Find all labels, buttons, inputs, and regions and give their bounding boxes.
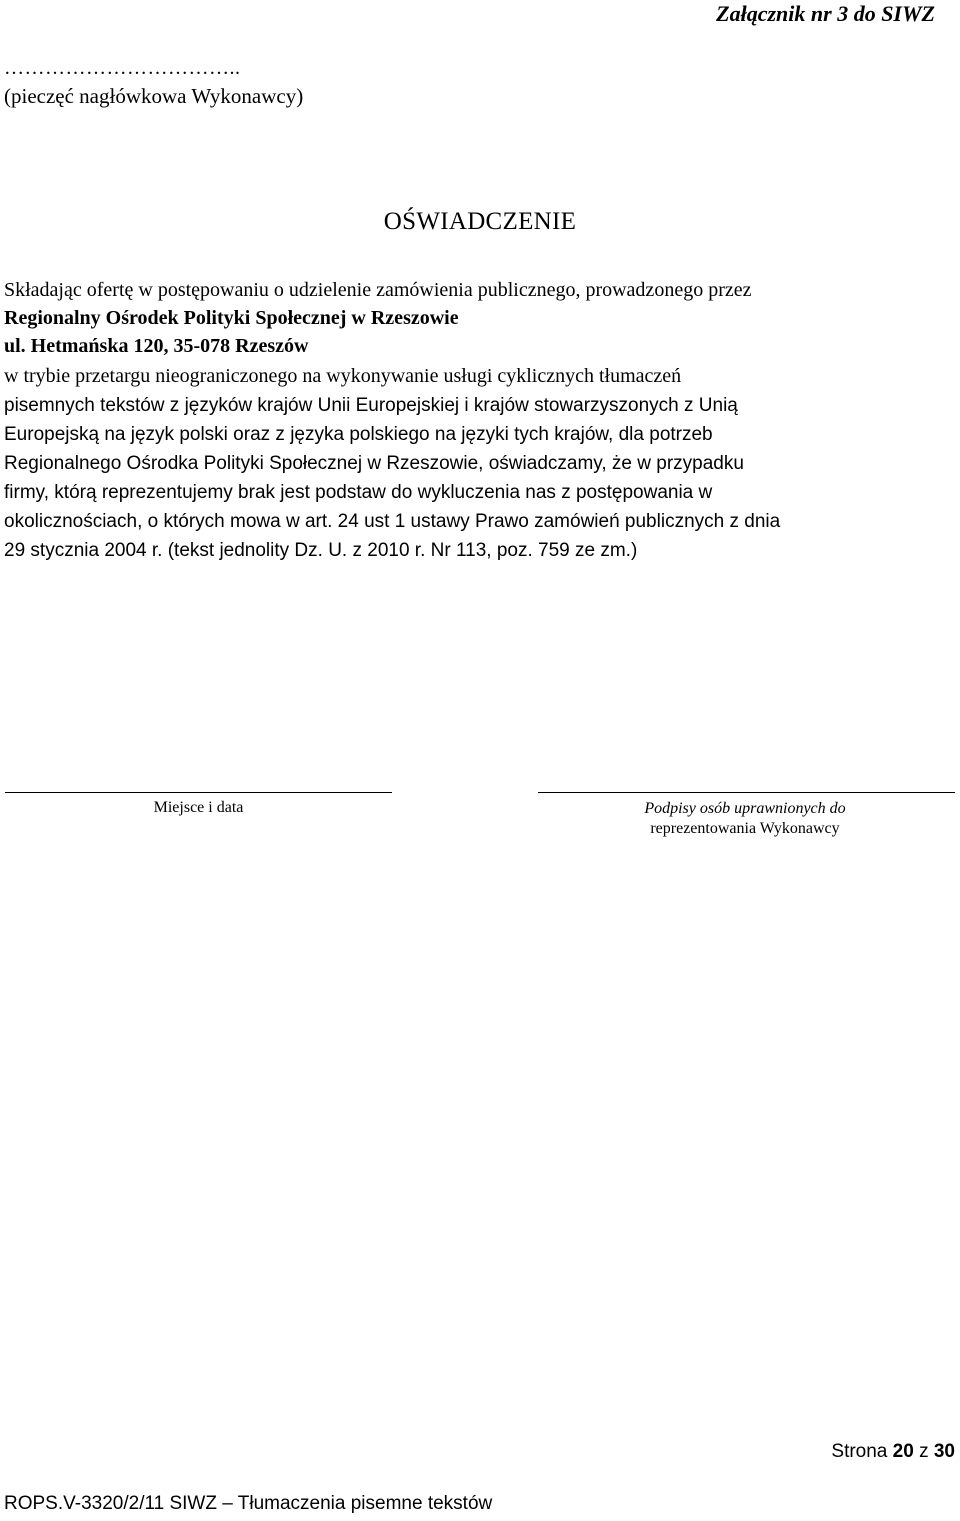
signature-line-place-date xyxy=(5,792,392,793)
page-separator: z xyxy=(919,1441,929,1462)
signature-line-authorized xyxy=(538,792,955,793)
stamp-placeholder-dots: …………………………….. xyxy=(4,57,241,79)
page-current: 20 xyxy=(892,1441,914,1462)
body-line: okolicznościach, o których mowa w art. 24 ust 1 ustawy Prawo zamówień publicznych z dnia xyxy=(4,511,781,532)
body-line: Regionalnego Ośrodka Polityki Społecznej w Rzeszowie, oświadczamy, że w przypadku xyxy=(4,453,744,474)
body-line: firmy, którą reprezentujemy brak jest podstaw do wykluczenia nas z postępowania w xyxy=(4,482,713,503)
place-date-label: Miejsce i data xyxy=(153,799,244,816)
footer-reference: ROPS.V-3320/2/11 SIWZ – Tłumaczenia pisemne tekstów xyxy=(4,1493,493,1514)
page-prefix: Strona xyxy=(831,1441,888,1462)
body-line: Składając ofertę w postępowaniu o udzielenie zamówienia publicznego, prowadzonego przez xyxy=(4,279,752,301)
body-line: pisemnych tekstów z języków krajów Unii Europejskiej i krajów stowarzyszonych z Unią xyxy=(4,395,738,416)
body-line: w trybie przetargu nieograniczonego na wykonywanie usługi cyklicznych tłumaczeń xyxy=(4,365,682,387)
authorized-signatures-label-cont: reprezentowania Wykonawcy xyxy=(650,820,840,837)
stamp-label: (pieczęć nagłówkowa Wykonawcy) xyxy=(4,84,304,108)
document-heading: OŚWIADCZENIE xyxy=(383,208,577,235)
page-total: 30 xyxy=(933,1441,955,1462)
body-line: Europejską na język polski oraz z języka polskiego na języki tych krajów, dla potrzeb xyxy=(4,424,713,445)
authorized-signatures-label: Podpisy osób uprawnionych do xyxy=(644,800,846,817)
annex-title: Załącznik nr 3 do SIWZ xyxy=(716,1,935,26)
page-number xyxy=(831,1440,955,1464)
body-line: 29 stycznia 2004 r. (tekst jednolity Dz. U. z 2010 r. Nr 113, poz. 759 ze zm.) xyxy=(4,540,638,561)
body-line-institution: Regionalny Ośrodek Polityki Społecznej w Rzeszowie xyxy=(4,307,459,329)
body-line-address: ul. Hetmańska 120, 35-078 Rzeszów xyxy=(4,335,309,357)
